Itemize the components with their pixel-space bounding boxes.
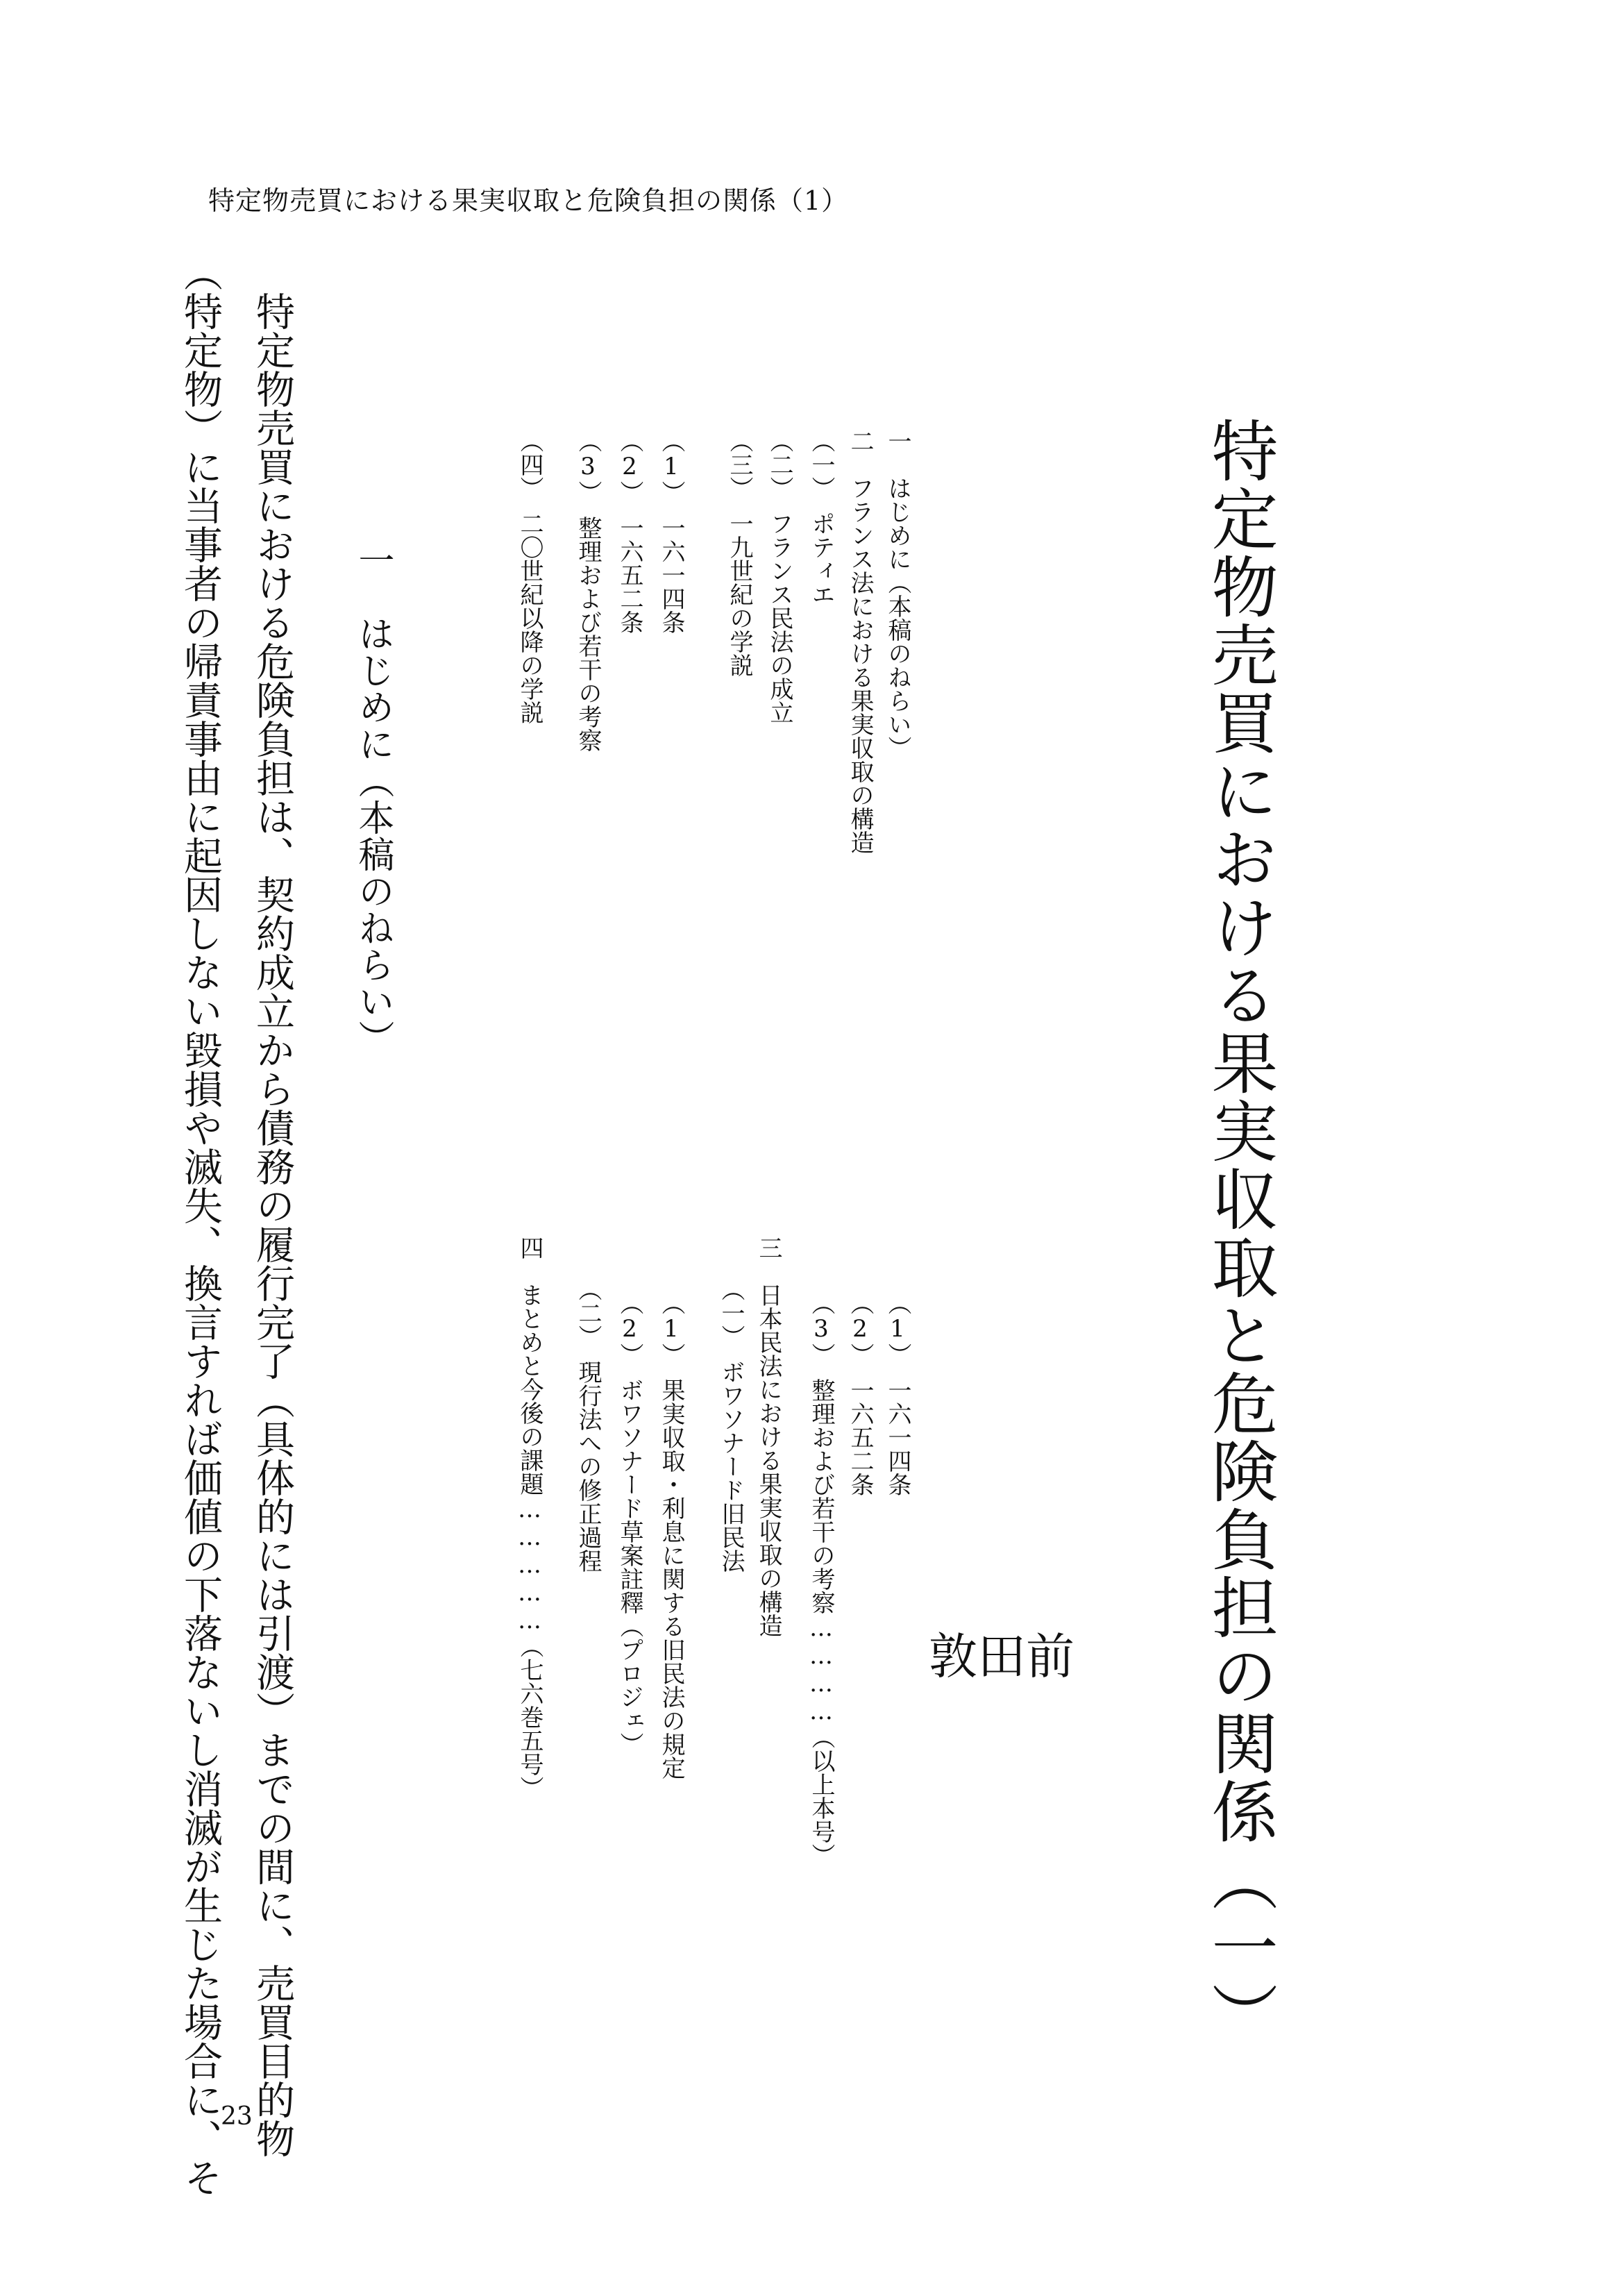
toc-item: （二） 現行法への修正過程 (574, 1277, 602, 1573)
author-name (929, 1340, 1075, 1965)
toc-item: （2） 一六五二条 (846, 1291, 874, 1496)
toc-item: （2） 一六五二条 (616, 429, 643, 634)
toc-item: （1） 一六一四条 (884, 1291, 911, 1496)
toc-item: （一） ボワソナード旧民法 (717, 1277, 745, 1573)
toc-item: （3） 整理および若干の考察…………（以上本号） (807, 1291, 835, 1867)
author-char: 前 (1026, 1627, 1075, 1685)
toc-item: （1） 果実収取・利息に関する旧民法の規定 (657, 1291, 685, 1779)
toc-item: 二 フランス法における果実収取の構造 (846, 429, 874, 854)
body-line: （特定物）に当事者の帰責事由に起因しない毀損や滅失、換言すれば価値の下落ないし消滅が生じた場合に、そ (178, 253, 223, 2197)
toc-item: （二） フランス民法の成立 (766, 429, 793, 724)
toc-item: （一） ポティエ (807, 429, 835, 606)
toc-item: 三 日本民法における果実収取の構造 (755, 1236, 782, 1637)
author-char: 田 (977, 1627, 1026, 1685)
section-heading: 一 はじめに（本稿のねらい） (352, 542, 394, 1057)
toc-item: （1） 一六一四条 (657, 429, 685, 634)
author-char: 敦 (929, 1627, 977, 1685)
toc-item: （三） 一九世紀の学説 (725, 429, 753, 677)
running-header: 特定物売買における果実収取と危険負担の関係（1） (208, 185, 849, 216)
body-line: 特定物売買における危険負担は、契約成立から債務の履行完了（具体的には引渡）までの間に、売買目的物 (250, 292, 295, 2158)
toc-item: 一 はじめに（本稿のねらい） (884, 429, 911, 760)
article-title: 特定物売買における果実収取と危険負担の関係（一） (1201, 417, 1279, 2050)
toc-item: （2） ボワソナード草案註釋（プロジェ） (616, 1291, 643, 1756)
toc-item: （3） 整理および若干の考察 (574, 429, 602, 752)
toc-item: 四 まとめと今後の課題……………（七六巻五号） (516, 1236, 543, 1800)
toc-item: （四） 二〇世紀以降の学説 (516, 429, 543, 724)
page-number: 23 (221, 2102, 253, 2131)
